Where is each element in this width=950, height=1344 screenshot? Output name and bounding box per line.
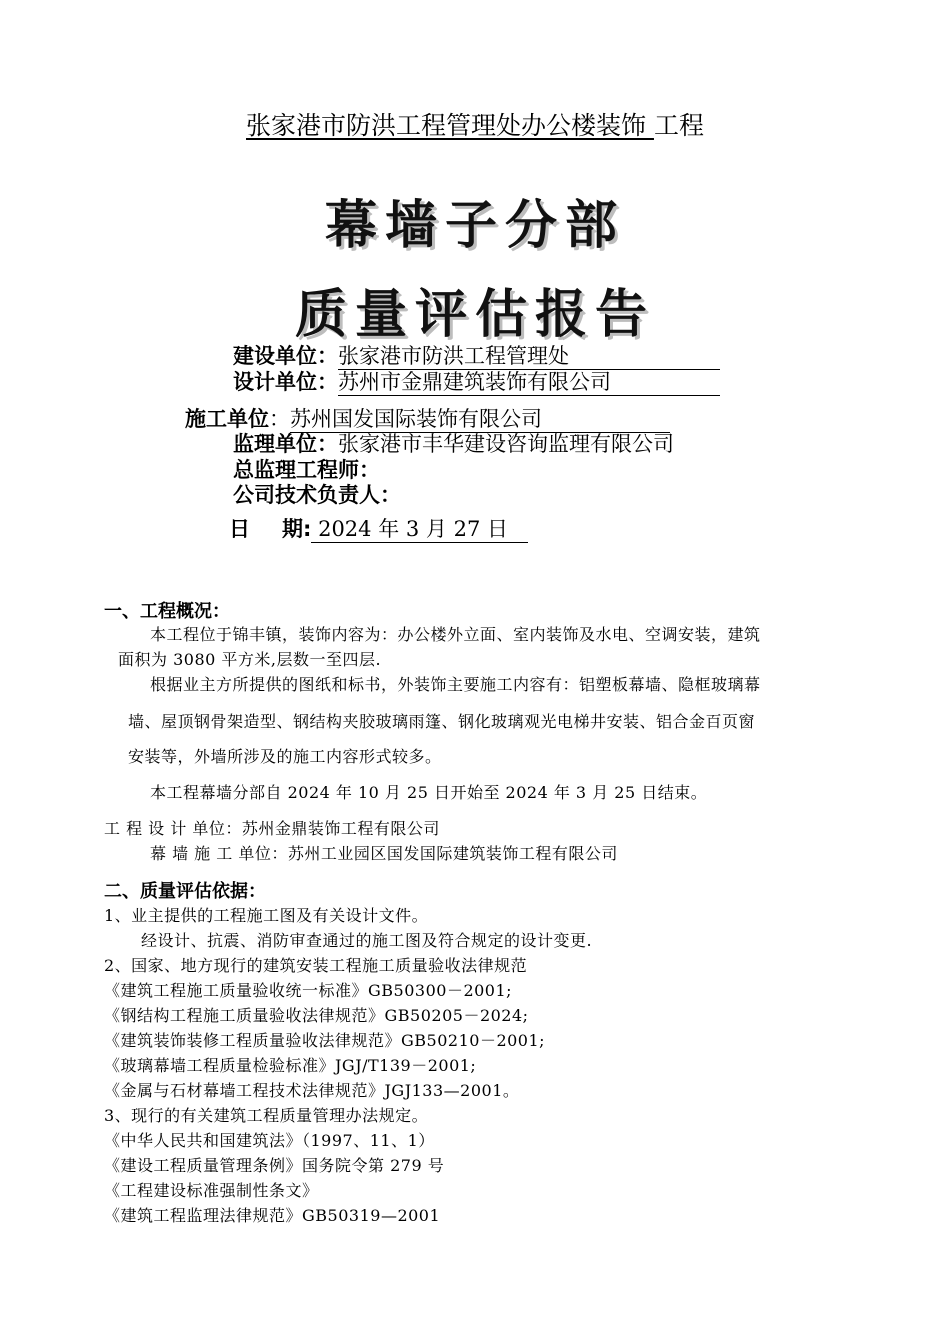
section1-para3: 本工程幕墙分部自 2024 年 10 月 25 日开始至 2024 年 3 月 25 日结束。 [150, 783, 708, 802]
construct-unit-value: 苏州国发国际装饰有限公司 [290, 406, 670, 433]
section2-heading: 二、质量评估依据： [104, 881, 266, 902]
build-unit-row [233, 343, 720, 370]
section2-line: 《中华人民共和国建筑法》（1997、11、1） [104, 1131, 435, 1150]
section1-para2-line3: 安装等，外墙所涉及的施工内容形式较多。 [128, 747, 442, 766]
section2-line: 3、现行的有关建筑工程质量管理办法规定。 [104, 1106, 429, 1125]
chief-engineer-row [233, 457, 380, 484]
section1-para1-line2: 面积为 3080 平方米,层数一至四层. [118, 650, 382, 669]
construct-unit-row [185, 406, 670, 433]
section2-line: 《建筑工程监理法律规范》GB50319—2001 [104, 1206, 441, 1225]
section2-line: 《建筑工程施工质量验收统一标准》GB50300－2001; [104, 981, 513, 1000]
section2-line: 1、业主提供的工程施工图及有关设计文件。 [104, 906, 429, 925]
section2-line: 《建设工程质量管理条例》国务院令第 279 号 [104, 1156, 445, 1175]
tech-lead-label: 公司技术负责人： [233, 483, 401, 507]
project-name: 张家港市防洪工程管理处办公楼装饰 [246, 111, 654, 140]
section1-curtain-line: 幕 墙 施 工 单位：苏州工业园区国发国际建筑装饰工程有限公司 [150, 844, 618, 863]
section2-line: 2、国家、地方现行的建筑安装工程施工质量验收法律规范 [104, 956, 528, 975]
construct-unit-label: 施工单位 [185, 407, 269, 431]
chief-engineer-label: 总监理工程师： [233, 458, 380, 482]
date-row [229, 516, 528, 543]
section1-para2-line1: 根据业主方所提供的图纸和标书，外装饰主要施工内容有：铝塑板幕墙、隐框玻璃幕 [150, 675, 761, 694]
section1-design-line: 工 程 设 计 单位：苏州金鼎装饰工程有限公司 [104, 819, 440, 838]
main-title-line2: 质量评估报告 [294, 285, 655, 345]
section2-line: 《工程建设标准强制性条文》 [104, 1181, 319, 1200]
section1-para1-line1: 本工程位于锦丰镇，装饰内容为：办公楼外立面、室内装饰及水电、空调安装，建筑 [150, 625, 761, 644]
section2-line: 《钢结构工程施工质量验收法律规范》GB50205－2024; [104, 1006, 529, 1025]
main-title-line1: 幕墙子分部 [324, 196, 625, 256]
build-unit-value: 张家港市防洪工程管理处 [338, 343, 720, 370]
design-unit-row [233, 369, 720, 396]
design-unit-value: 苏州市金鼎建筑装饰有限公司 [338, 369, 720, 396]
section1-para2-line2: 墙、屋顶钢骨架造型、钢结构夹胶玻璃雨篷、钢化玻璃观光电梯井安装、铝合金百页窗 [128, 712, 756, 731]
design-unit-label: 设计单位： [233, 370, 338, 394]
date-label-1: 日 [229, 517, 250, 541]
supervise-unit-row [233, 431, 720, 458]
supervise-unit-value: 张家港市丰华建设咨询监理有限公司 [338, 432, 674, 456]
supervise-unit-label: 监理单位： [233, 432, 338, 456]
date-value: 2024 年 3 月 27 日 [311, 517, 529, 541]
section2-line: 经设计、抗震、消防审查通过的施工图及符合规定的设计变更. [141, 931, 593, 950]
construct-unit-colon: ： [269, 407, 290, 431]
section2-line: 《建筑装饰装修工程质量验收法律规范》GB50210－2001; [104, 1031, 546, 1050]
project-title-line [0, 106, 950, 142]
build-unit-label: 建设单位： [233, 344, 338, 368]
date-label-2: 期: [282, 517, 312, 541]
section2-line: 《玻璃幕墙工程质量检验标准》JGJ/T139－2001; [104, 1056, 477, 1075]
section2-line: 《金属与石材幕墙工程技术法律规范》JGJ133—2001。 [104, 1081, 520, 1100]
section1-heading: 一、工程概况： [104, 601, 230, 622]
project-suffix: 工程 [653, 111, 704, 140]
tech-lead-row [233, 482, 401, 509]
